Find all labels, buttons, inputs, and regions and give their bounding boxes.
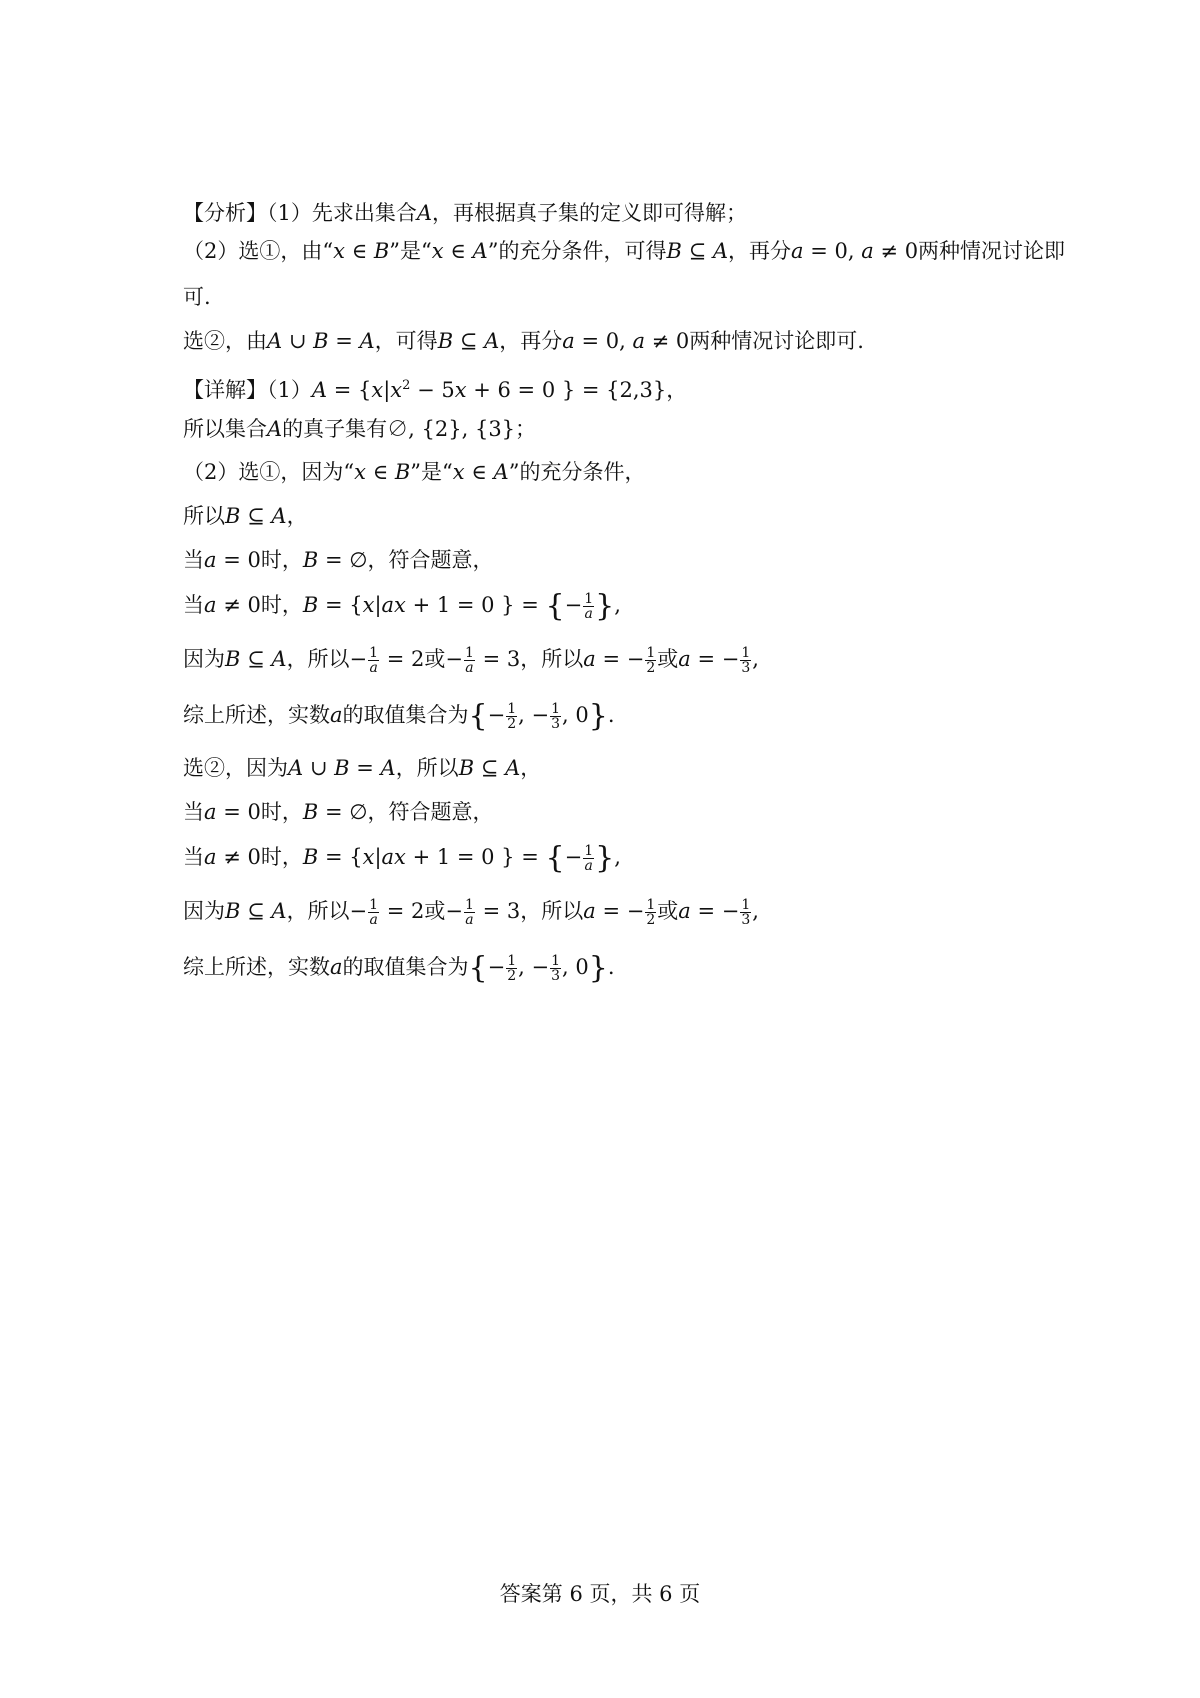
case1-solve: 因为B ⊆ A，所以− $\frac{1}{a}$ = 2或− $\frac{1}{a}$ = 3，所以a = − $\frac{1}{2}$ 或a = − $\frac{1}{3}$ , <box>183 645 759 676</box>
analysis-line-2-cont: 可. <box>183 285 211 309</box>
analysis-line-1: 【分析】（1）先求出集合A，再根据真子集的定义即可得解； <box>183 201 748 225</box>
detail-line-3: （2）选①，因为“x ∈ B”是“x ∈ A”的充分条件， <box>183 460 646 484</box>
case2-summary: 综上所述，实数a的取值集合为{− $\frac{1}{2}$ , − $\frac{1}{3}$ , 0}. <box>183 950 615 986</box>
case2-solve: 因为B ⊆ A，所以− $\frac{1}{a}$ = 2或− $\frac{1}{a}$ = 3，所以a = − $\frac{1}{2}$ 或a = − $\frac{1}{3}$ , <box>183 897 759 928</box>
analysis-line-3: 选②，由A ∪ B = A，可得B ⊆ A，再分a = 0, a ≠ 0两种情况讨论即可. <box>183 329 864 353</box>
page-footer: 答案第 6 页，共 6 页 <box>499 1582 701 1606</box>
case2-a-nonzero: 当a ≠ 0时，B = {x|ax + 1 = 0 } = {− $\frac{1}{a}$ }, <box>183 840 621 876</box>
case1-a-nonzero: 当a ≠ 0时，B = {x|ax + 1 = 0 } = {− $\frac{1}{a}$ }, <box>183 588 621 624</box>
analysis-line-2: （2）选①，由“x ∈ B”是“x ∈ A”的充分条件，可得B ⊆ A，再分a = 0, a ≠ 0两种情况讨论即 <box>183 239 1066 263</box>
case1-summary: 综上所述，实数a的取值集合为{− $\frac{1}{2}$ , − $\frac{1}{3}$ , 0}. <box>183 698 615 734</box>
detail-line-2: 所以集合A的真子集有∅, {2}, {3}； <box>183 417 537 441</box>
choice2-line: 选②，因为A ∪ B = A，所以B ⊆ A， <box>183 756 542 780</box>
detail-line-1: 【详解】$(1)A = \{x|x^2 - 5x + 6 = 0$ } = {2,3}， <box>183 378 688 402</box>
case2-a-zero: 当a = 0时，B = ∅，符合题意， <box>183 800 494 824</box>
case1-a-zero: 当a = 0时，B = ∅，符合题意， <box>183 548 494 572</box>
detail-line-4: 所以B ⊆ A， <box>183 504 308 528</box>
